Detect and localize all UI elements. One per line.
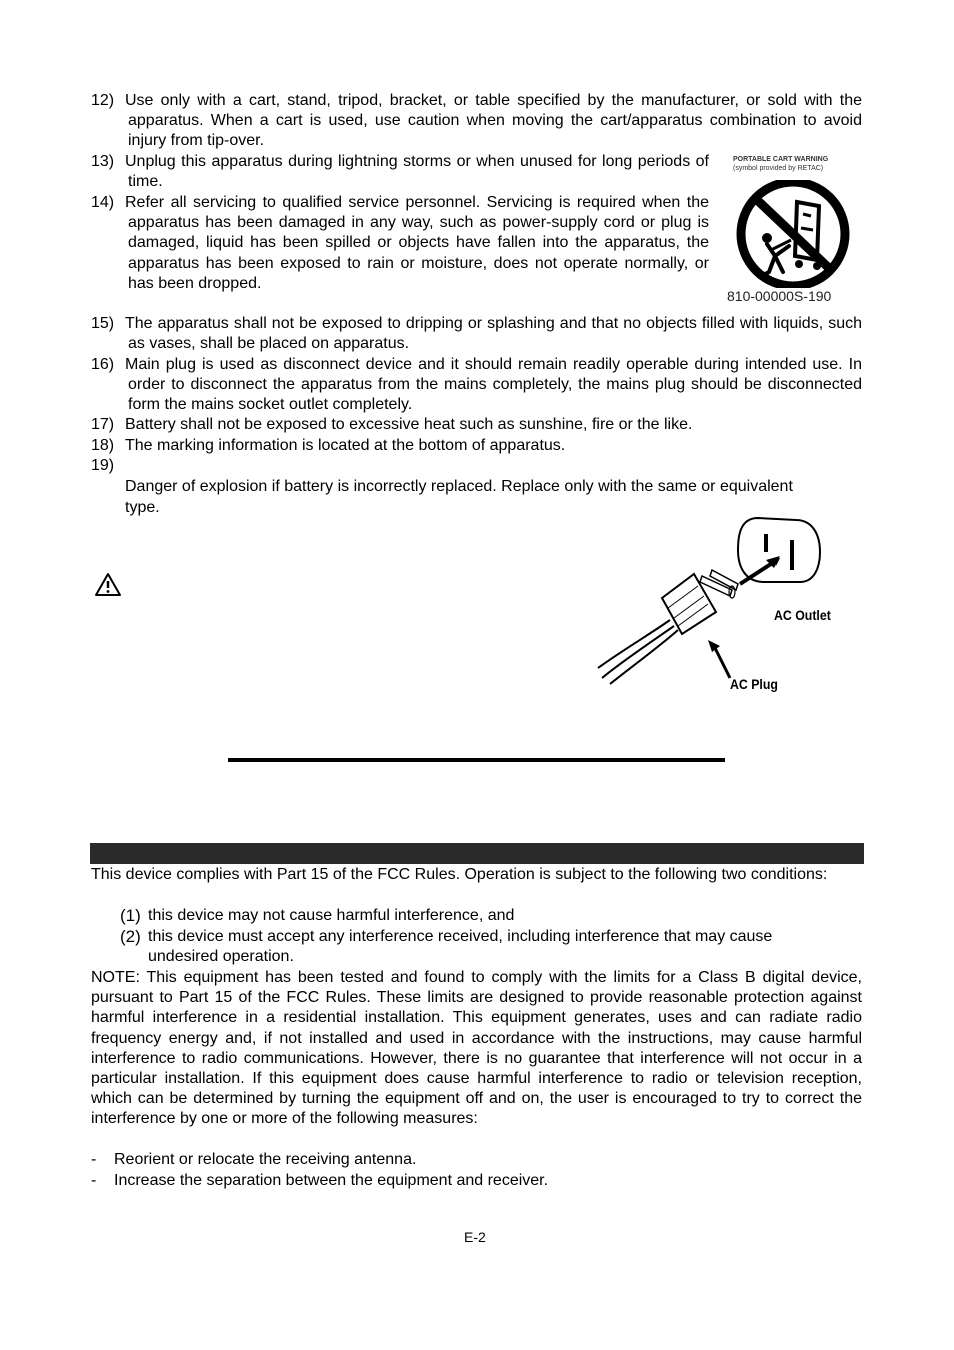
- cart-tipover-icon: [733, 180, 851, 288]
- item-text: The apparatus shall not be exposed to dripping or splashing and that no objects filled with liquids, such as vases, shall be placed on apparatus.: [125, 315, 862, 353]
- fcc-note: NOTE: This equipment has been tested and found to comply with the limits for a Class B digital device, pursuant to Part 15 of the FCC Rules. These limits are designed to provide reasonable protection against harmful interference in a residential installation. This equipment generates, uses and can radiate radio frequency energy and, if not installed and used in accordance with the instructions, may cause harmful interference to radio communications. However, there is no guarantee that interference will not occur in a particular installation. If this equipment does cause harmful interference to radio or television reception, which can be determined by turning the equipment off and on, the user is encouraged to try to correct the interference by one or more of the following measures:: [91, 969, 862, 1128]
- item-text: Use only with a cart, stand, tripod, bracket, or table specified by the manufacturer, or sold with the apparatus. When a cart is used, use caution when moving the cart/apparatus combination to avoid injury from tip-over.: [125, 92, 862, 150]
- cart-warning-credit: (symbol provided by RETAC): [733, 165, 824, 172]
- item-text: The marking information is located at the bottom of apparatus.: [125, 437, 566, 454]
- item-text: Battery shall not be exposed to excessive heat such as sunshine, fire or the like.: [125, 416, 693, 433]
- fcc-section-header-bar: [90, 843, 864, 864]
- condition-text: [148, 927, 848, 967]
- cart-warning-title: PORTABLE CART WARNING: [733, 156, 829, 163]
- item-text: Unplug this apparatus during lightning storms or when unused for long periods of time.: [125, 153, 709, 191]
- warning-triangle-icon: [94, 572, 122, 597]
- battery-warning-text: Danger of explosion if battery is incorrectly replaced. Replace only with the same or equivalent type.: [125, 478, 793, 516]
- item-number: 18): [91, 437, 115, 454]
- item-number: 19): [91, 457, 115, 474]
- ac-outlet-label: AC Outlet: [774, 607, 831, 623]
- ac-plug-label: AC Plug: [730, 676, 778, 692]
- condition-text-inline: this device must accept any interference received, including interference that may cause undesired operation.: [148, 928, 773, 966]
- fcc-intro: This device complies with Part 15 of the FCC Rules. Operation is subject to the following two conditions:: [91, 866, 828, 883]
- condition-text-wrap: [148, 927, 848, 967]
- list-item-12: [91, 91, 862, 152]
- ac-plug-outlet-diagram: [590, 512, 830, 692]
- condition-text: this device may not cause harmful interference, and: [148, 907, 515, 924]
- section-divider: [228, 758, 725, 762]
- item-text: Refer all servicing to qualified service personnel. Servicing is required when the apparatus has been damaged in any way, such as power-supply cord or plug is damaged, liquid has been spilled or objects have fallen into the apparatus, the apparatus has been exposed to rain or moisture, does not operate normally, or has been dropped.: [125, 194, 709, 292]
- list-item-15: [91, 314, 862, 354]
- list-item-16: [91, 355, 862, 416]
- list-item-17: [91, 415, 862, 435]
- page-number: E-2: [464, 1229, 486, 1245]
- dash-bullet: -: [91, 1172, 97, 1189]
- item-number: 13): [91, 153, 115, 170]
- list-item-13: [91, 152, 709, 192]
- item-number: 14): [91, 194, 115, 211]
- cart-figure-code: 810-00000S-190: [727, 288, 832, 304]
- cart-warning-figure: [733, 155, 863, 173]
- measure-item: [91, 1171, 548, 1191]
- measure-text: Reorient or relocate the receiving antenna.: [114, 1151, 417, 1168]
- list-item-14: [91, 193, 709, 294]
- item-number: 15): [91, 315, 115, 332]
- item-text: Main plug is used as disconnect device and it should remain readily operable during intended use. In order to disconnect the apparatus from the mains completely, the mains plug should be disconnected form the mains socket outlet completely.: [125, 356, 862, 414]
- condition-number: (2): [120, 927, 141, 946]
- dash-bullet: -: [91, 1151, 97, 1168]
- measure-text: Increase the separation between the equipment and receiver.: [114, 1172, 549, 1189]
- item-number: 12): [91, 92, 115, 109]
- item-number: 17): [91, 416, 115, 433]
- list-item-18: [91, 436, 862, 456]
- condition-number: (1): [120, 906, 141, 925]
- item-number: 16): [91, 356, 115, 373]
- measure-item: [91, 1150, 416, 1170]
